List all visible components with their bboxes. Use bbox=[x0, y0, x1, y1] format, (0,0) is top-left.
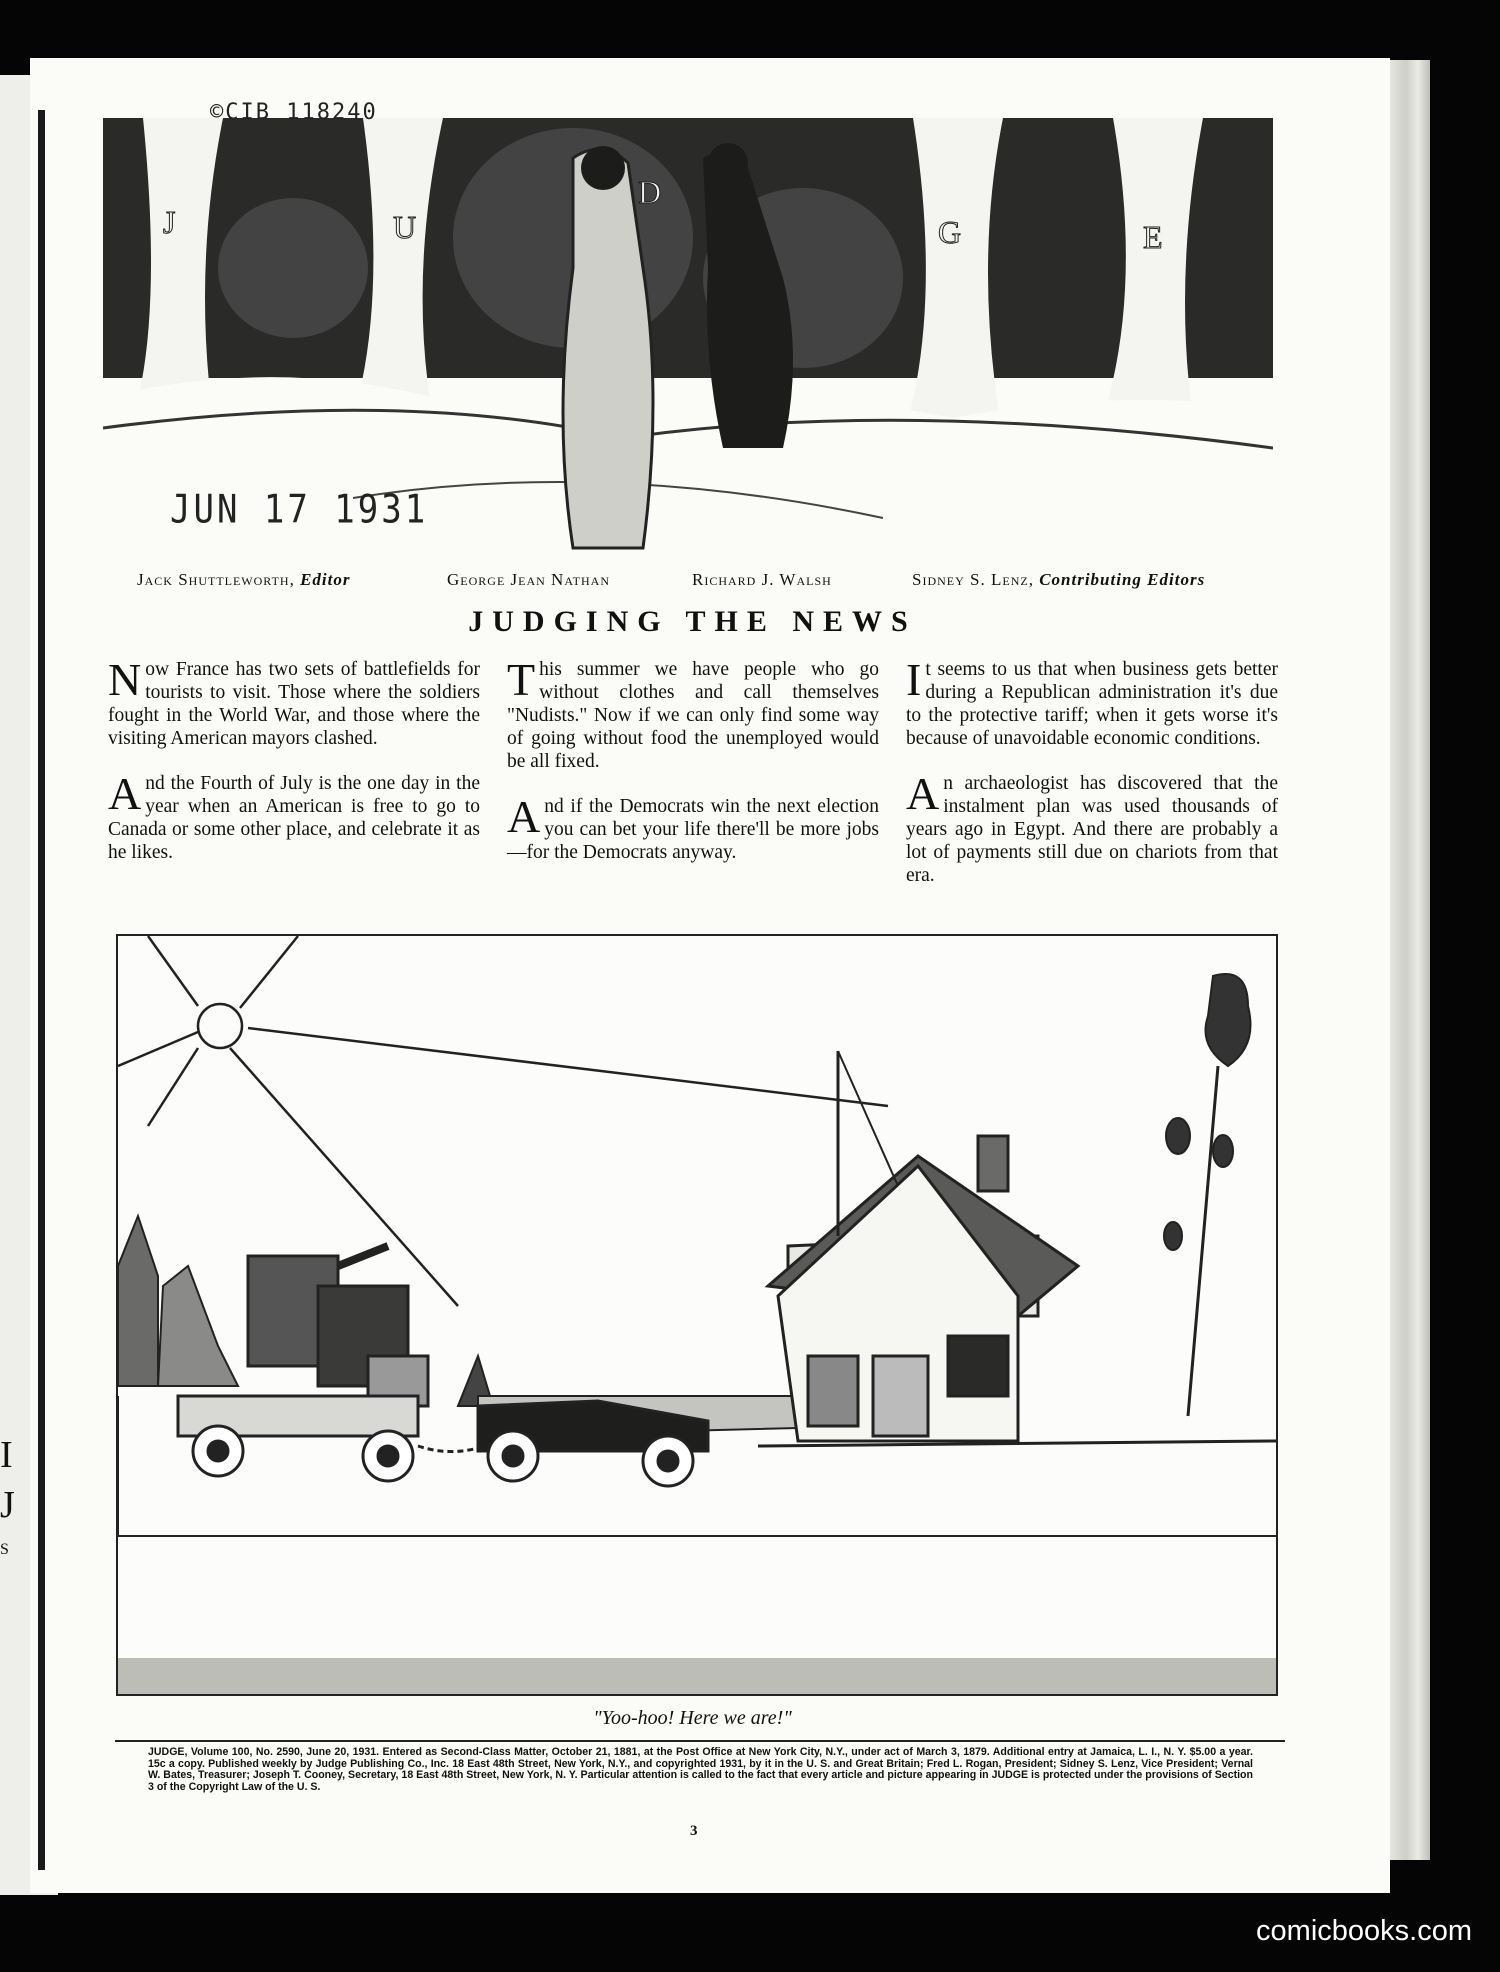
received-date-stamp: JUN 17 1931 bbox=[170, 487, 429, 533]
contributor-walsh: Richard J. Walsh bbox=[692, 570, 832, 589]
adjacent-page-fragment-2: J bbox=[0, 1484, 15, 1526]
imprint-rule bbox=[115, 1740, 1285, 1742]
watermark-text: comicbooks.com bbox=[1256, 1915, 1472, 1947]
house bbox=[758, 1051, 1276, 1446]
cartoon-caption: "Yoo-hoo! Here we are!" bbox=[593, 1707, 792, 1729]
contributor-lenz-credit bbox=[912, 570, 1205, 590]
contributing-editors-role: Contributing Editors bbox=[1039, 570, 1206, 589]
editor-name: Jack Shuttleworth, bbox=[137, 570, 295, 589]
column-2 bbox=[507, 654, 879, 886]
paragraph-archaeologist: An archaeologist has discovered that the instalment plan was used thousands of years ago in Egypt. And there are probably a lot of payments still due on chariots from that era. bbox=[906, 768, 1278, 886]
tree bbox=[1164, 974, 1251, 1416]
contributor-lenz: Sidney S. Lenz, bbox=[912, 570, 1034, 589]
art-letter-u: U bbox=[393, 209, 417, 245]
sun bbox=[118, 936, 888, 1306]
art-letter-e: E bbox=[1143, 219, 1163, 255]
page-stack-edge bbox=[1390, 60, 1430, 1860]
cartoon-drawing bbox=[118, 936, 1276, 1694]
column-3 bbox=[906, 654, 1278, 909]
adjacent-page-fragment-1: I bbox=[0, 1434, 13, 1476]
paragraph-nudists: This summer we have people who go without clothes and call themselves "Nudists." Now if we can only find some way of going without food the unemployed would be all fixed. bbox=[507, 654, 879, 772]
paragraph-tariff: It seems to us that when business gets better during a Republican administration it's due to the protective tariff; when it gets worse it's because of unavoidable economic conditions. bbox=[906, 654, 1278, 749]
cartoon-panel bbox=[116, 934, 1278, 1696]
art-letter-d: D bbox=[638, 174, 662, 210]
publication-imprint: JUDGE, Volume 100, No. 2590, June 20, 1931. Entered as Second-Class Matter, October 21, 1881, at the Post Office at New York City, N.Y., under act of March 3, 1879. Additional entry at Jamaica, L. I., N. Y. $5.00 a year. 15c a copy. Published weekly by Judge Publishing Co., Inc. 18 East 48th Street, New York, N.Y., and copyrighted 1931, by it in the U. S. and Great Britain; Fred L. Rogan, President; Sidney S. Lenz, Vice President; Vernal W. Bates, Treasurer; Joseph T. Cooney, Secretary, 18 East 48th Street, New York, N. Y. Particular attention is called to the fact that every article and picture appearing in JUDGE is protected under the provisions of Section 3 of the Copyright Law of the U. S. bbox=[148, 1746, 1253, 1793]
masthead bbox=[137, 570, 1247, 600]
art-letter-g: G bbox=[938, 214, 962, 250]
column-1 bbox=[108, 654, 480, 886]
binding-spine bbox=[38, 110, 45, 1870]
art-letter-j: J bbox=[163, 204, 176, 240]
automobile bbox=[418, 1401, 708, 1486]
paragraph-france: Now France has two sets of battlefields for tourists to visit. Those where the soldiers fought in the World War, and those where the visiting American mayors clashed. bbox=[108, 654, 480, 749]
editor-role: Editor bbox=[300, 570, 351, 589]
paragraph-fourth-of-july: And the Fourth of July is the one day in the year when an American is free to go to Canada or some other place, and celebrate it as he likes. bbox=[108, 768, 480, 863]
editor-credit bbox=[137, 570, 351, 590]
page-number: 3 bbox=[690, 1823, 698, 1839]
copyright-stamp: ©CIB 118240 bbox=[210, 100, 378, 125]
contributor-nathan: George Jean Nathan bbox=[447, 570, 610, 589]
page-title: JUDGING THE NEWS bbox=[468, 605, 917, 638]
adjacent-page-fragment-3: S bbox=[0, 1541, 9, 1558]
paragraph-democrats: And if the Democrats win the next election you can bet your life there'll be more jobs—for the Democrats anyway. bbox=[507, 791, 879, 863]
